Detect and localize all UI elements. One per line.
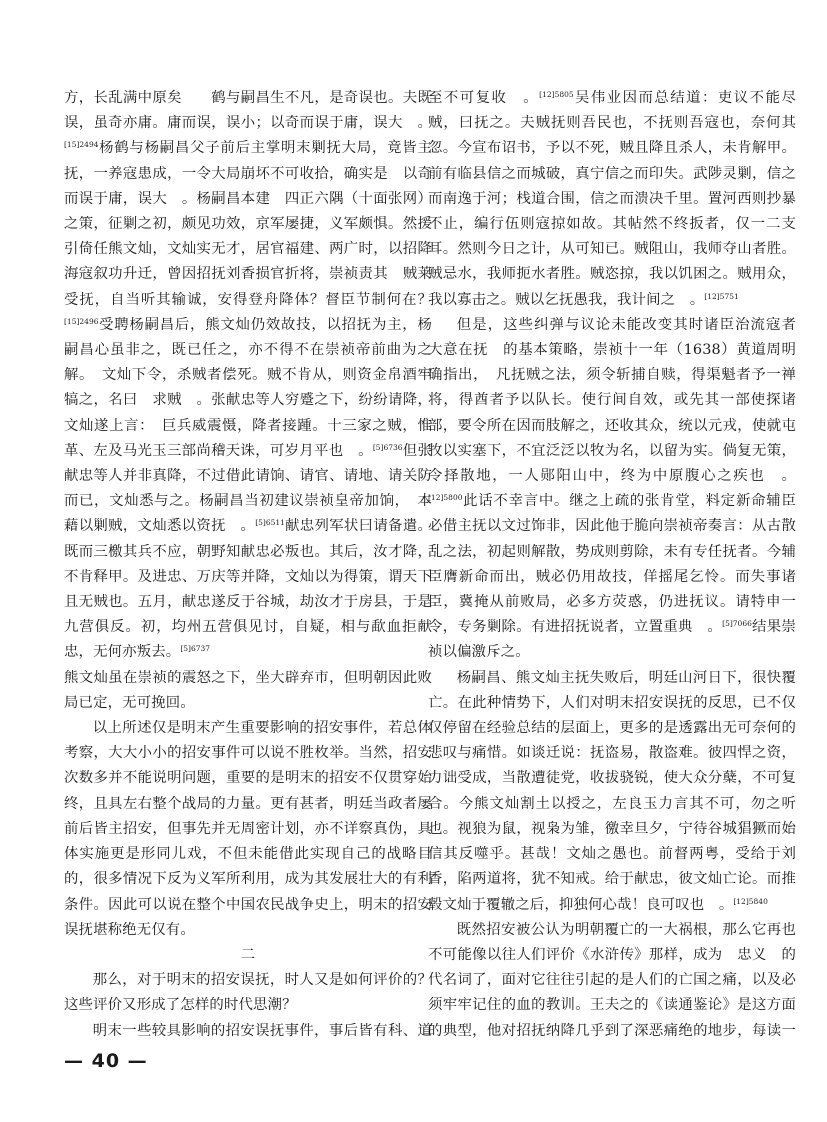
body-text: 熊文灿虽在崇祯的震怒之下，坐大辟弃市，但明朝因此败局已定，无可挽回。 [64, 669, 432, 711]
citation: [5]6511 [255, 518, 285, 528]
body-text: 既然招安被公认为明朝覆亡的一大祸根，那么它再也不可能像以往人们评价《水浒传》那样，成为 忠义 的代名词了，面对它往往引起的是人们的亡国之痛，以及必须牢牢记住的血的教训。王夫之的《读通鉴论》是这方面的典型，他对招抚纳降几乎到了深恶痛绝的地步，每读一 [428, 921, 796, 1039]
body-text: 献忠列军状曰请备遣。既而三檄其兵不应，朝野知献忠必叛也。其后，汝才降，不肯释甲。及进忠、万庆等并降，文灿以为得策，谓天下且无贼也。五月，献忠遂反于谷城，劫汝才于房县，于是九营俱反。初，均州五营俱见讨，自疑，相与歃血拒献忠，无何亦叛去。 [64, 518, 432, 661]
paragraph [428, 666, 796, 918]
body-text: 杨嗣昌、熊文灿主抚失败后，明廷山河日下，很快覆亡。在此种情势下，人们对明末招安误抚的反思，已不仅仅停留在经验总结的层面上，更多的是透露出无可奈何的悲叹与痛惜。如谈迁说：抚盗易，散盗难。彼四悍之资，力诎受成，当散遭徒党，收拔骁锐，使大众分蘖，不可复合。今熊文灿割土以授之，左良玉力言其不可，勿之听也。视狼为鼠，视枭为雏，徼幸旦夕，宁待谷城猖獗而始信其反噬乎。甚哉！文灿之愚也。前督两粤，受给于刘香，陷两道将，犹不知戒。给于献忠，彼文灿亡论。而推毂文灿于覆辙之后，抑独何心哉！良可叹也 。 [428, 669, 796, 913]
body-text: 杨鹤与杨嗣昌父子前后主掌明末剿抚大局，竟皆主抚，一养寇患成，一令大局崩坏不可收拾，确实是 以奇而误于庸，误大 。杨嗣昌本建 四正六隅（十面张网）之策，征剿之初，颇见功效，京军屡捷，义军颇惧。然援引倚任熊文灿，文灿实无才，居官福建、两广时，以招降海寇叙功升迁，曾因招抚刘香损官折将，崇祯责其 贼莱受抚，自当听其输诚，安得登舟降体？督臣节制何在？ [64, 140, 432, 308]
citation: [5]7066 [722, 619, 752, 629]
citation: [12]5800 [428, 493, 463, 503]
body-text: 此话不幸言中。继之上疏的张肯堂，料定新命辅臣必借主抚以文过饰非，因此他于脆向崇祯帝奏言：从古散乱之法，初起则解散，势成则剪除，未有专任抚者。今辅臣膺新命而出，贼必仍用故技，佯摇尾乞怜。而失事诸臣，冀掩从前败局，必多方荧惑，仍进抚议。请特申一令，专务剿除。有进招抚说者，立置重典 。 [428, 493, 796, 636]
body-text: 以上所述仅是明末产生重要影响的招安事件，若总体考察，大大小小的招安事件可以说不胜枚举。当然，招安次数多并不能说明问题，重要的是明末的招安不仅贯穿始终，且具左右整个战局的力量。更有甚者，明廷当政者屡前后皆主招安，但事先并无周密计划，亦不详察真伪，具体实施更是形同儿戏，不但未能借此实现自己的战略目的，很多情况下反为义军所利用，成为其发展壮大的有利条件。因此可以说在整个中国农民战争史上，明末的招安误抚堪称绝无仅有。 [64, 720, 432, 938]
page-number: — 40 — [64, 1050, 148, 1072]
paragraph [64, 86, 432, 666]
body-text: 方，长乱满中原矣 鹤与嗣昌生不凡，是奇误也。夫既误，虽奇亦庸。庸而误，误小；以奇而误于庸，误大 。 [64, 90, 432, 132]
body-text: 但是，这些纠弹与议论未能改变其时诸臣治流寇者 大意在抚 的基本策略，崇祯十一年（1638）黄道周明确指出， 凡抚贼之法，须令斩捕自赎，得渠魁者予一禅将，得酋者予以队长。使行间自效，或先其一部使探诸部，要令所在因而肢解之，还收其众，统以元戎，使就屯牧以实塞下，不宜泛泛以牧为名，以留为实。倘复无策，令择散地，一人郧阳山中，终为中原腹心之疾也 。 [428, 316, 796, 485]
body-text: 明末一些较具影响的招安误抚事件，事后皆有科、道 [92, 1022, 432, 1039]
paragraph [428, 918, 796, 1046]
paragraph [64, 716, 432, 943]
body-text: 受聘杨嗣昌后，熊文灿仍效故技，以招抚为主，杨嗣昌心虽非之，既已任之，亦不得不在崇祯帝前曲为之解。 文灿下令，杀贼者偿死。贼不肯从，则资金帛酒牢犒之，名曰 求贼 。张献忠等人穷蹙之下，纷纷请降，文灿遂上言： 巨兵威震慑，降者接踵。十三家之贼，惟革、左及马光玉三部尚稽天诛，可岁月平也 。 [64, 316, 432, 459]
body-text: 至不可复收 。 [428, 90, 540, 106]
body-text: 结果崇祯以偏激斥之。 [428, 619, 796, 661]
citation: [5]6736 [372, 442, 403, 452]
body-text: 但张献忠等人并非真降，不过借此请饷、请官、请地、请关防而已，文灿悉与之。杨嗣昌当初建议崇祯皇帝加饷， 本藉以剿贼，文灿悉以资抚 。 [64, 442, 432, 535]
section-heading: 二 [240, 946, 256, 963]
paragraph [64, 1019, 432, 1046]
body-text: 吴伟业因而总结道：吏议不能尽贼，曰抚之。夫贼抚则吾民也，不抚则吾寇也，奈何其忽。今宣布诏书，予以不死，贼且降且杀人，未肯解甲。前有临县信之而城破，真宁信之而印失。武陟灵剿，信之而南逸于河；栈道合围，信之而溃决千里。置河西则抄暴不止，编行伍则寇掠如故。其帖然不终扳者，仅一二支耳。然则今日之计，从可知已。贼阻山，我师夺山者胜。贼忌水，我师扼水者胜。贼恣掠，我以饥困之。贼用众，我以寡击之。贼以乞抚愚我，我计间之 。 [428, 90, 796, 308]
paragraph [428, 86, 796, 313]
body-text: 那么，对于明末的招安误抚，时人又是如何评价的？这些评价又形成了怎样的时代思潮？ [64, 972, 432, 1014]
citation: [12]5805 [539, 90, 574, 99]
paragraph [64, 666, 432, 716]
right-column [428, 86, 796, 1046]
citation: [5]6737 [180, 644, 211, 654]
paragraph [64, 968, 432, 1018]
citation: [15]2494 [64, 140, 99, 150]
citation: [12]5840 [733, 896, 768, 906]
left-column [64, 86, 432, 1046]
citation: [15]2496 [64, 316, 99, 326]
citation: [12]5751 [704, 291, 739, 301]
paragraph [428, 313, 796, 666]
